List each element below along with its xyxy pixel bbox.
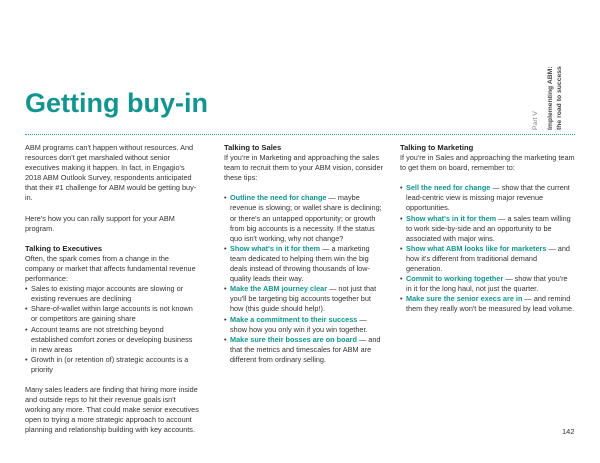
tip-text: — a sales team willing to work side-by-side and an opportunity to be associated with major wins. xyxy=(406,213,571,243)
tip-text: — show that you're in it for the long haul, not just the quarter. xyxy=(406,274,568,294)
tip-text: — a marketing team dedicated to helping them win the big deals instead of throwing thousands of low-quality leads their way. xyxy=(230,243,370,284)
chapter-label-line2: the road to success xyxy=(556,66,563,130)
executives-heading: Talking to Executives xyxy=(25,243,103,253)
marketing-heading: Talking to Marketing xyxy=(400,143,474,152)
section-divider xyxy=(25,134,575,135)
chapter-label-line1: Implementing ABM: xyxy=(547,66,554,130)
tip-lead: Make the ABM journey clear xyxy=(230,284,328,294)
column-marketing xyxy=(400,143,575,315)
sales-tips-list xyxy=(224,193,384,365)
list-item xyxy=(224,284,384,314)
tip-text: — show how you only win if you win together. xyxy=(230,314,368,334)
tip-text: — and that the metrics and timescales for ABM are different from ordinary selling. xyxy=(230,334,381,364)
page-number: 142 xyxy=(562,427,575,436)
tip-text: — maybe revenue is slowing; or wallet share is declining; or there's an untapped opportunity; or growth from big accounts is a necessity. If the status quo isn't working, why not change? xyxy=(230,193,382,243)
tip-lead: Show what's in it for them xyxy=(230,243,321,253)
executives-intro: Often, the spark comes from a change in the company or market that affects fundamental revenue performance: xyxy=(25,253,196,284)
list-item xyxy=(224,335,384,365)
tip-lead: Show what's in it for them xyxy=(406,213,497,223)
tip-text: — and how it's different from traditional demand generation. xyxy=(406,243,570,274)
marketing-tips-list xyxy=(400,183,575,314)
tip-text: — not just that you'll be targeting big accounts together but how (this guide should help!). xyxy=(230,284,377,314)
tip-lead: Make a commitment to their success xyxy=(230,314,358,324)
column-sales xyxy=(224,143,384,365)
chapter-side-label xyxy=(528,48,588,130)
column-executives xyxy=(25,143,200,435)
rally-support-paragraph: Here's how you can rally support for your ABM program. xyxy=(25,213,175,233)
list-item xyxy=(224,315,384,335)
tip-lead: Commit to working together xyxy=(406,274,504,284)
list-item: • Sales to existing major accounts are slowing or existing revenues are declining xyxy=(25,284,200,304)
tip-lead: Make sure the senior execs are in xyxy=(406,294,523,304)
list-item: • Account teams are not stretching beyond established comfort zones or developing business in new areas xyxy=(25,325,200,355)
page-title: Getting buy-in xyxy=(25,88,208,118)
sales-heading: Talking to Sales xyxy=(224,143,282,152)
tip-text: — show that the current lead-centric view is missing major revenue opportunities. xyxy=(406,183,570,213)
tip-lead: Sell the need for change xyxy=(406,183,491,193)
list-item xyxy=(400,274,575,294)
sales-leaders-paragraph: Many sales leaders are finding that hiring more inside and outside reps to hit their revenue goals isn't working any more. That could make senior executives open to trying a more strategic approach to account planning and relationship building with key accounts. xyxy=(25,384,199,435)
tip-lead: Show what ABM looks like for marketers xyxy=(406,243,547,253)
list-item xyxy=(224,244,384,284)
list-item xyxy=(400,183,575,213)
intro-paragraph: ABM programs can't happen without resources. And resources don't get marshaled without senior executives making it happen. In fact, in Engagio's 2018 ABM Outlook Survey, respondents anticipated that their #1 challenge for ABM would be getting buy-in. xyxy=(25,143,197,203)
tip-lead: Make sure their bosses are on board xyxy=(230,334,357,344)
sales-intro: If you're in Marketing and approaching the sales team to recruit them to your ABM vision, consider these tips: xyxy=(224,153,383,183)
tip-lead: Outline the need for change xyxy=(230,193,327,203)
list-item xyxy=(400,294,575,314)
list-item: • Share-of-wallet within large accounts is not known or competitors are gaining share xyxy=(25,304,200,324)
executives-bullet-list xyxy=(25,284,200,375)
list-item xyxy=(400,244,575,274)
list-item xyxy=(224,193,384,243)
marketing-intro: If you're in Sales and approaching the marketing team to get them on board, remember to: xyxy=(400,153,575,173)
tip-text: — and remind them they really won't be measured by lead volume. xyxy=(406,294,575,314)
list-item xyxy=(400,214,575,244)
part-label: Part V xyxy=(532,111,539,130)
list-item: • Growth in (or retention of) strategic accounts is a priority xyxy=(25,355,200,375)
